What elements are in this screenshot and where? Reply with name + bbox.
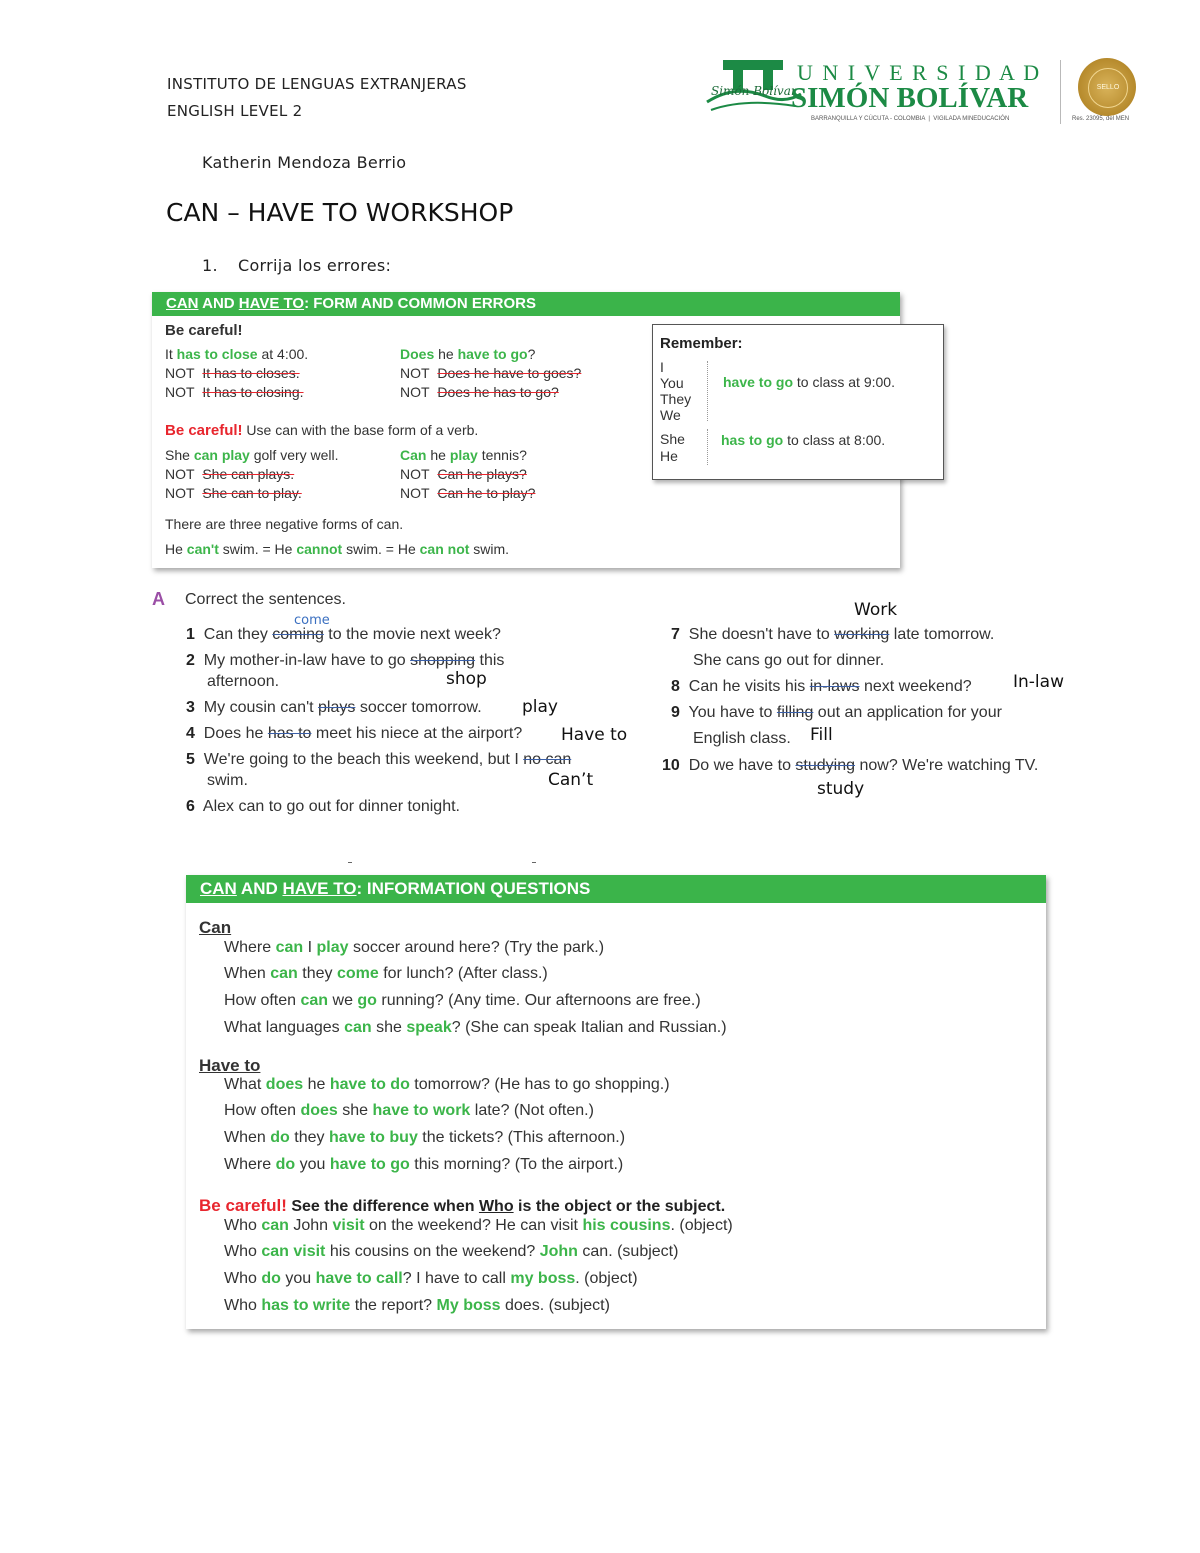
has-to-example: has to go to class at 8:00. (721, 432, 886, 448)
example-row: Can he play tennis? (400, 447, 527, 463)
exercise-letter: A (152, 589, 165, 609)
singular-pronouns: She He (660, 431, 685, 464)
question-row: When do they have to buy the tickets? (This afternoon.) (224, 1129, 626, 1146)
answer-study: study (817, 779, 865, 799)
answer-fill: Fill (810, 725, 833, 745)
answer-in-law: In-law (1013, 672, 1064, 692)
pronoun-divider (707, 361, 708, 421)
plural-pronouns: I You They We (660, 359, 692, 423)
institute-name: INSTITUTO DE LENGUAS EXTRANJERAS (167, 75, 467, 93)
question-row: How often can we go running? (Any time. Our afternoons are free.) (224, 992, 701, 1009)
exercise-item-continued: swim. (207, 772, 248, 789)
student-name: Katherin Mendoza Berrio (202, 153, 407, 172)
logo-divider (1060, 60, 1061, 124)
logo-name: SIMÓN BOLÍVAR (791, 82, 1029, 114)
example-row: It has to close at 4:00. (165, 346, 309, 362)
careful-who-note: Be careful! See the difference when Who is the object or the subject. (199, 1196, 726, 1215)
answer-play: play (522, 697, 558, 717)
question-row: What does he have to do tomorrow? (He has to go shopping.) (224, 1076, 670, 1093)
course-level: ENGLISH LEVEL 2 (167, 102, 303, 120)
error-row: NOT Can he to play? (400, 485, 536, 501)
error-row: NOT She can plays. (165, 466, 295, 482)
exercise-item: 1 Can they coming to the movie next week? (186, 626, 501, 643)
exercise-item-continued: She cans go out for dinner. (693, 652, 885, 669)
question-row: Where can I play soccer around here? (Try the park.) (224, 939, 605, 956)
instruction-number: 1. (202, 256, 218, 275)
example-row: She can play golf very well. (165, 447, 339, 463)
accreditation-seal-icon (1078, 58, 1136, 116)
answer-cant: Can’t (548, 770, 594, 790)
exercise-item: 9 You have to filling out an application for your (671, 704, 1002, 721)
error-row: NOT It has to closes. (165, 365, 300, 381)
error-row: NOT Does he have to goes? (400, 365, 582, 381)
can-heading: Can (199, 918, 232, 937)
exercise-item: 3 My cousin can't plays soccer tomorrow. (186, 699, 482, 716)
exercise-item: 2 My mother-in-law have to go shopping this (186, 652, 505, 669)
logo-tagline: BARRANQUILLA Y CÚCUTA - COLOMBIA | VIGILADA MINEDUCACIÓN (811, 116, 1010, 122)
exercise-item: 10 Do we have to studying now? We're watching TV. (662, 757, 1039, 774)
remember-title: Remember: (660, 335, 743, 352)
exercise-item-continued: afternoon. (207, 673, 280, 690)
answer-work: Work (854, 600, 898, 620)
negative-intro: There are three negative forms of can. (165, 516, 404, 532)
error-row: NOT She can to play. (165, 485, 302, 501)
dash-mark (532, 862, 536, 863)
question-row: When can they come for lunch? (After class.) (224, 965, 548, 982)
exercise-item-continued: English class. (693, 730, 791, 747)
question-row: Who can John visit on the weekend? He can visit his cousins. (object) (224, 1217, 733, 1234)
exercise-item: 7 She doesn't have to working late tomorrow. (671, 626, 995, 643)
seal-text: SELLO (1088, 68, 1128, 108)
question-row: Who can visit his cousins on the weekend? John can. (subject) (224, 1243, 679, 1260)
question-row: Who do you have to call? I have to call my boss. (object) (224, 1270, 638, 1287)
exercise-item: 6 Alex can to go out for dinner tonight. (186, 798, 460, 815)
answer-have-to: Have to (561, 725, 628, 745)
careful-label: Be careful! (165, 322, 243, 339)
have-to-heading: Have to (199, 1056, 261, 1075)
accreditation-note: Res. 23095, del MEN (1072, 116, 1130, 122)
negative-forms: He can't swim. = He cannot swim. = He can not swim. (165, 541, 510, 557)
question-row: Where do you have to go this morning? (To the airport.) (224, 1156, 624, 1173)
error-row: NOT Can he plays? (400, 466, 527, 482)
question-row: How often does she have to work late? (Not often.) (224, 1102, 594, 1119)
question-row: What languages can she speak? (She can speak Italian and Russian.) (224, 1019, 727, 1036)
logo-universidad: U N I V E R S I D A D (797, 60, 1042, 85)
information-questions-panel (186, 875, 1046, 1329)
question-row: Who has to write the report? My boss does. (subject) (224, 1297, 610, 1314)
error-row: NOT It has to closing. (165, 384, 304, 400)
exercise-instruction: Correct the sentences. (185, 591, 346, 608)
answer-come: come (294, 613, 330, 628)
remember-box (652, 324, 944, 480)
page-title: CAN – HAVE TO WORKSHOP (166, 198, 514, 227)
pronoun-divider (707, 429, 708, 465)
instruction-text: Corrija los errores: (238, 256, 392, 275)
exercise-item: 5 We're going to the beach this weekend, but I no can (186, 751, 572, 768)
error-row: NOT Does he has to go? (400, 384, 559, 400)
dash-mark (348, 862, 352, 863)
exercise-item: 8 Can he visits his in-laws next weekend? (671, 678, 972, 695)
exercise-item: 4 Does he has to meet his niece at the airport? (186, 725, 523, 742)
information-questions-header: CAN AND HAVE TO: INFORMATION QUESTIONS (186, 875, 1046, 903)
logo-script: Simón Bolívar (711, 84, 797, 98)
careful-note: Be careful! Use can with the base form of a verb. (165, 422, 479, 439)
answer-shop: shop (446, 669, 487, 689)
have-to-example: have to go to class at 9:00. (723, 374, 895, 390)
example-row: Does he have to go? (400, 346, 536, 362)
form-errors-header: CAN AND HAVE TO: FORM AND COMMON ERRORS (152, 292, 900, 316)
